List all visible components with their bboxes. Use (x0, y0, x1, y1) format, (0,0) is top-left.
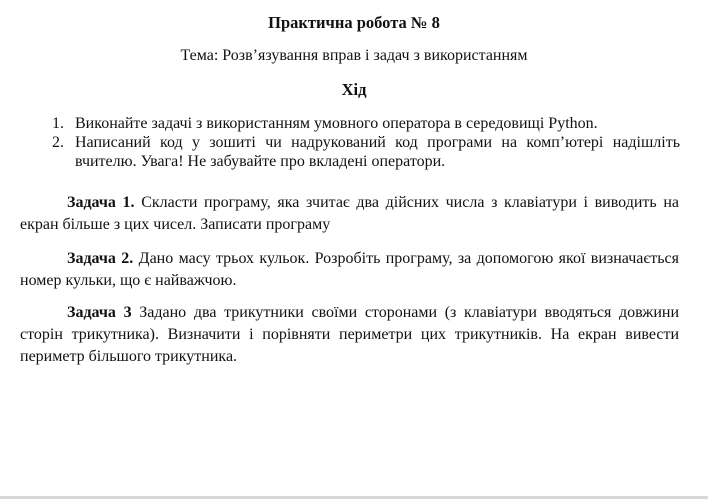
step-number: 2. (52, 134, 64, 151)
task-paragraph-2 (20, 248, 679, 292)
step-item (52, 114, 680, 133)
task-label: Задача 3 (67, 304, 132, 321)
step-number: 1. (52, 115, 64, 132)
step-text: Написаний код у зошиті чи надрукований код програми на комп’ютері надішліть вчителю. Увага! Не забувайте про вкладені оператори. (75, 134, 680, 170)
task-text: Дано масу трьох кульок. Розробіть програму, за допомогою якої визначається номер кульки, що є найважчою. (20, 250, 680, 289)
progress-heading: Хід (341, 80, 367, 99)
task-label: Задача 1. (67, 194, 135, 211)
steps-list (52, 114, 680, 171)
document-title: Практична робота № 8 (268, 13, 440, 32)
step-text: Виконайте задачі з використанням умовного оператора в середовищі Python. (75, 115, 598, 132)
task-paragraph-3 (20, 302, 679, 368)
task-label: Задача 2. (67, 250, 134, 267)
task-text: Задано два трикутники своїми сторонами (з клавіатури вводяться довжини сторін трикутника). Визначити і порівняти периметри цих трикутників. На екран вивести периметр більшого трикутника. (20, 304, 680, 365)
task-text: Скласти програму, яка зчитає два дійсних числа з клавіатури і виводить на екран більше з цих чисел. Записати програму (20, 194, 680, 233)
task-paragraph-1 (20, 192, 679, 236)
document-topic: Тема: Розв’язування вправ і задач з використанням (180, 47, 528, 64)
step-item (52, 133, 680, 171)
